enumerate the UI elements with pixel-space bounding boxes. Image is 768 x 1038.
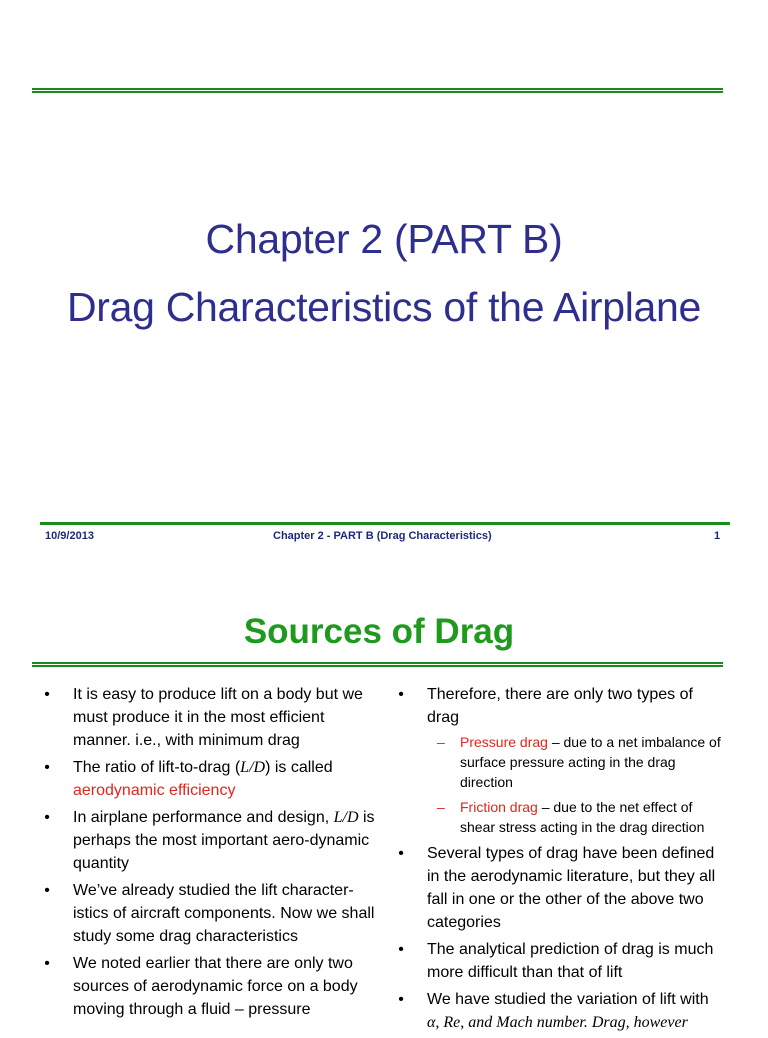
ld-symbol: L/D	[333, 809, 359, 826]
dash-marker: –	[437, 799, 445, 815]
list-item	[40, 952, 375, 1021]
bullet-text: The analytical prediction of drag is much more difficult than that of lift	[427, 941, 714, 981]
bullet-dot: •	[44, 882, 50, 899]
list-item	[394, 988, 724, 1034]
bullet-dot: •	[44, 759, 50, 776]
bullet-text: is perhaps the most important aero-dynamic quantity	[73, 809, 375, 872]
bullet-text: ) is called	[265, 759, 333, 776]
bullet-dot: •	[398, 991, 404, 1008]
sub-list-item	[427, 732, 724, 792]
sub-list	[427, 732, 724, 837]
footer-date: 10/9/2013	[45, 530, 94, 542]
ld-symbol: L/D	[240, 759, 266, 776]
bullet-text: In airplane performance and design,	[73, 809, 334, 826]
list-item	[394, 842, 724, 934]
bullet-text: The ratio of lift-to-drag (	[73, 759, 241, 776]
list-item	[394, 938, 724, 984]
footer-page-number: 1	[714, 530, 721, 542]
bullet-text: It is easy to produce lift on a body but we must produce it in the most efficient manner. i.e., with minimum drag	[73, 686, 363, 749]
chapter-subtitle: Drag Characteristics of the Airplane	[66, 284, 702, 330]
footer-chapter: Chapter 2 - PART B (Drag Characteristics)	[273, 530, 492, 542]
bullet-dot: •	[398, 845, 404, 862]
title-divider	[32, 662, 723, 667]
list-item	[394, 683, 724, 837]
bullet-dot: •	[398, 686, 404, 703]
right-bullet-list	[394, 683, 724, 1038]
sub-text: – due to a net imbalance of surface pressure acting in the drag direction	[460, 734, 721, 790]
bullet-text: We’ve already studied the lift character-istics of aircraft components. Now we shall study some drag characteristics	[73, 882, 375, 945]
bullet-text: We noted earlier that there are only two sources of aerodynamic force on a body moving through a fluid – pressure	[73, 955, 358, 1018]
highlight-term: aerodynamic efficiency	[73, 782, 236, 799]
bullet-dot: •	[44, 809, 50, 826]
list-item	[40, 879, 375, 948]
bullet-text: We have studied the variation of lift with	[427, 991, 709, 1008]
footer-divider	[40, 522, 730, 525]
list-item	[40, 756, 375, 802]
bullet-text: Several types of drag have been defined in the aerodynamic literature, but they all fall in one or the other of the above two categories	[427, 845, 716, 931]
highlight-term: Friction drag	[460, 799, 538, 815]
dash-marker: –	[437, 734, 445, 750]
slide-title: Sources of Drag	[243, 612, 515, 651]
bullet-text: α, Re, and Mach number. Drag, however	[427, 1014, 688, 1031]
list-item	[40, 806, 375, 875]
chapter-title: Chapter 2 (PART B)	[205, 216, 563, 262]
highlight-term: Pressure drag	[460, 734, 548, 750]
list-item	[40, 683, 375, 752]
left-bullet-list	[40, 683, 375, 1025]
bullet-dot: •	[44, 686, 50, 703]
bullet-dot: •	[398, 941, 404, 958]
top-divider	[32, 88, 723, 93]
bullet-dot: •	[44, 955, 50, 972]
bullet-text: Therefore, there are only two types of drag	[427, 686, 693, 726]
sub-list-item	[427, 797, 724, 837]
sub-text: – due to the net effect of shear stress acting in the drag direction	[460, 799, 705, 835]
